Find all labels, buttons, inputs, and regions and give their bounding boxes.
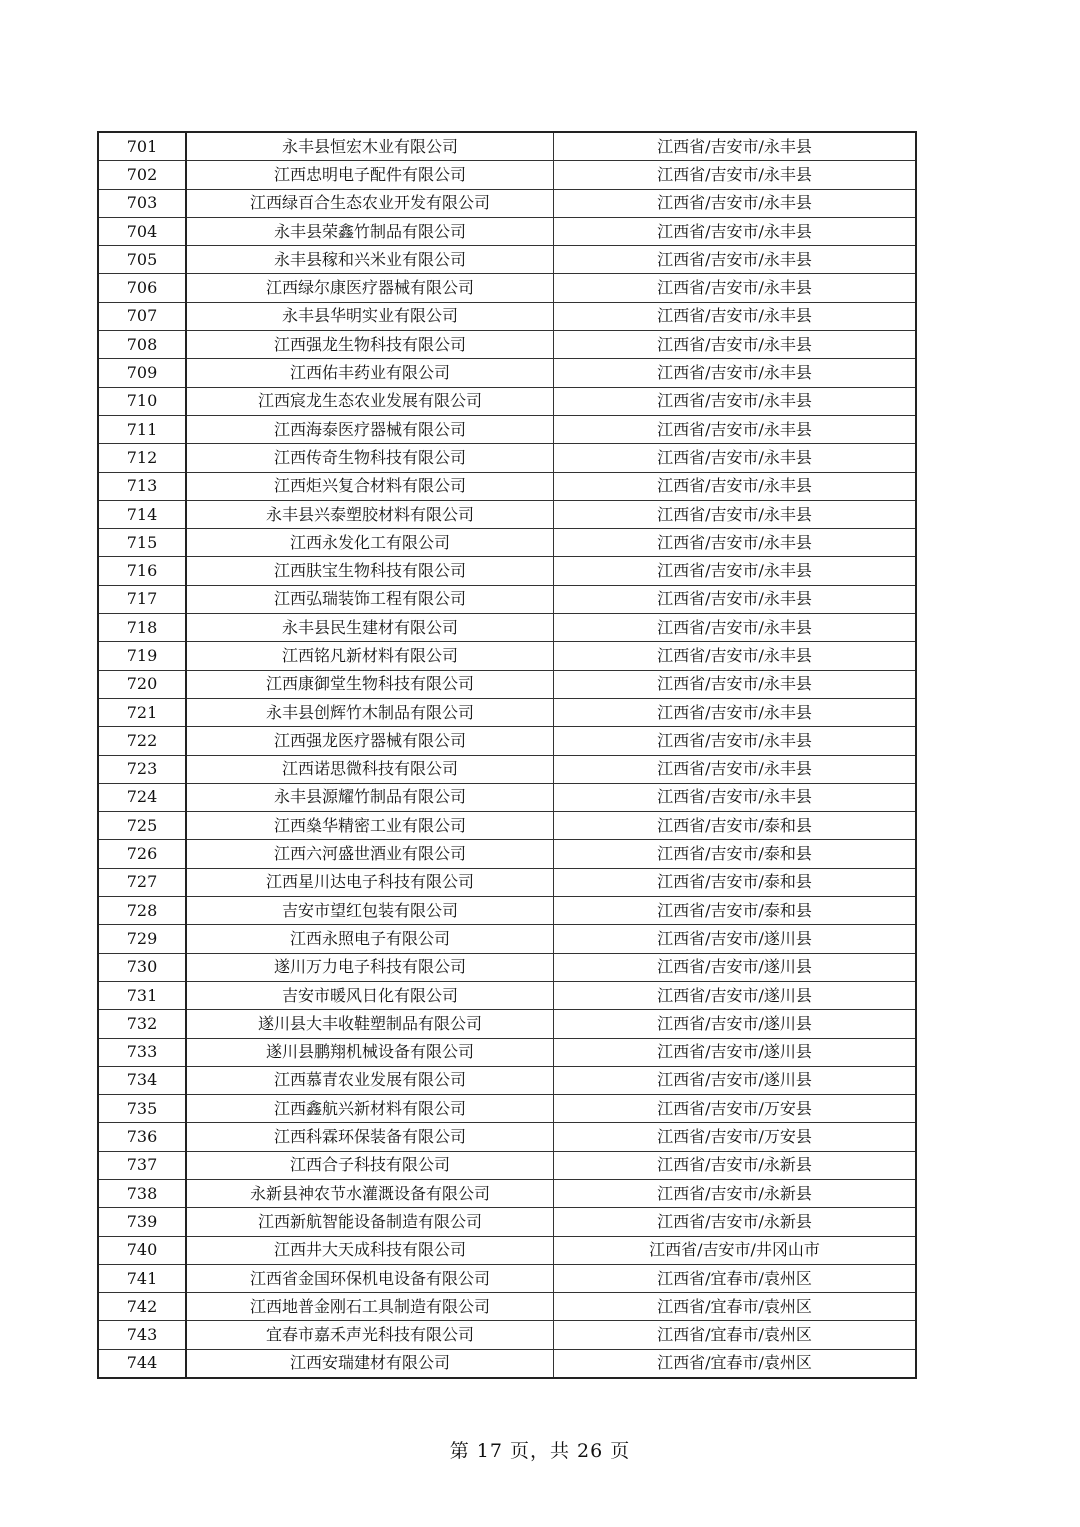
row-number-cell: 726 xyxy=(98,840,186,868)
company-name-cell: 江西强龙医疗器械有限公司 xyxy=(186,727,554,755)
table-row xyxy=(98,472,916,500)
table-row xyxy=(98,189,916,217)
row-number-cell: 730 xyxy=(98,953,186,981)
company-name-cell: 江西绿尔康医疗器械有限公司 xyxy=(186,274,554,302)
region-cell: 江西省/吉安市/永丰县 xyxy=(554,132,917,161)
company-name-cell: 江西炬兴复合材料有限公司 xyxy=(186,472,554,500)
region-cell: 江西省/吉安市/永丰县 xyxy=(554,783,917,811)
company-name-cell: 永丰县兴泰塑胶材料有限公司 xyxy=(186,500,554,528)
region-cell: 江西省/吉安市/永丰县 xyxy=(554,614,917,642)
company-name-cell: 永丰县荣鑫竹制品有限公司 xyxy=(186,217,554,245)
region-cell: 江西省/吉安市/遂川县 xyxy=(554,1038,917,1066)
table-row xyxy=(98,1349,916,1378)
table-row xyxy=(98,897,916,925)
table-row xyxy=(98,642,916,670)
company-name-cell: 吉安市暖风日化有限公司 xyxy=(186,981,554,1009)
table-row xyxy=(98,868,916,896)
company-name-cell: 江西铭凡新材料有限公司 xyxy=(186,642,554,670)
table-row xyxy=(98,1236,916,1264)
company-list-table xyxy=(97,131,917,1379)
company-name-cell: 江西肤宝生物科技有限公司 xyxy=(186,557,554,585)
company-name-cell: 宜春市嘉禾声光科技有限公司 xyxy=(186,1321,554,1349)
table-row xyxy=(98,755,916,783)
region-cell: 江西省/宜春市/袁州区 xyxy=(554,1293,917,1321)
table-row xyxy=(98,132,916,161)
table-row xyxy=(98,500,916,528)
region-cell: 江西省/吉安市/永丰县 xyxy=(554,529,917,557)
row-number-cell: 722 xyxy=(98,727,186,755)
table-row xyxy=(98,727,916,755)
company-name-cell: 永丰县稼和兴米业有限公司 xyxy=(186,246,554,274)
table-row xyxy=(98,557,916,585)
company-name-cell: 江西地普金刚石工具制造有限公司 xyxy=(186,1293,554,1321)
row-number-cell: 712 xyxy=(98,444,186,472)
region-cell: 江西省/吉安市/永丰县 xyxy=(554,274,917,302)
row-number-cell: 740 xyxy=(98,1236,186,1264)
table-row xyxy=(98,1151,916,1179)
table-row xyxy=(98,161,916,189)
table-body xyxy=(98,132,916,1378)
table-row xyxy=(98,1095,916,1123)
region-cell: 江西省/吉安市/遂川县 xyxy=(554,1066,917,1094)
company-name-cell: 江西绿百合生态农业开发有限公司 xyxy=(186,189,554,217)
company-name-cell: 江西省金国环保机电设备有限公司 xyxy=(186,1264,554,1292)
row-number-cell: 729 xyxy=(98,925,186,953)
company-name-cell: 江西星川达电子科技有限公司 xyxy=(186,868,554,896)
company-name-cell: 江西慕青农业发展有限公司 xyxy=(186,1066,554,1094)
table-row xyxy=(98,302,916,330)
row-number-cell: 744 xyxy=(98,1349,186,1378)
table-row xyxy=(98,670,916,698)
region-cell: 江西省/宜春市/袁州区 xyxy=(554,1321,917,1349)
table-row xyxy=(98,529,916,557)
region-cell: 江西省/吉安市/永丰县 xyxy=(554,642,917,670)
table-row xyxy=(98,1010,916,1038)
row-number-cell: 733 xyxy=(98,1038,186,1066)
row-number-cell: 737 xyxy=(98,1151,186,1179)
row-number-cell: 715 xyxy=(98,529,186,557)
row-number-cell: 736 xyxy=(98,1123,186,1151)
company-name-cell: 永丰县华明实业有限公司 xyxy=(186,302,554,330)
company-name-cell: 永丰县源耀竹制品有限公司 xyxy=(186,783,554,811)
table-row xyxy=(98,444,916,472)
row-number-cell: 739 xyxy=(98,1208,186,1236)
row-number-cell: 718 xyxy=(98,614,186,642)
table-row xyxy=(98,783,916,811)
row-number-cell: 734 xyxy=(98,1066,186,1094)
region-cell: 江西省/吉安市/泰和县 xyxy=(554,868,917,896)
company-name-cell: 江西鑫航兴新材料有限公司 xyxy=(186,1095,554,1123)
region-cell: 江西省/吉安市/永丰县 xyxy=(554,670,917,698)
company-name-cell: 江西康御堂生物科技有限公司 xyxy=(186,670,554,698)
region-cell: 江西省/吉安市/遂川县 xyxy=(554,1010,917,1038)
row-number-cell: 703 xyxy=(98,189,186,217)
region-cell: 江西省/吉安市/泰和县 xyxy=(554,812,917,840)
region-cell: 江西省/吉安市/永丰县 xyxy=(554,500,917,528)
company-name-cell: 江西弘瑞装饰工程有限公司 xyxy=(186,585,554,613)
region-cell: 江西省/吉安市/永丰县 xyxy=(554,472,917,500)
table-row xyxy=(98,614,916,642)
region-cell: 江西省/吉安市/泰和县 xyxy=(554,897,917,925)
table-row xyxy=(98,1293,916,1321)
page-number-footer: 第 17 页，共 26 页 xyxy=(449,1440,631,1462)
region-cell: 江西省/吉安市/永丰县 xyxy=(554,727,917,755)
table-row xyxy=(98,925,916,953)
company-name-cell: 江西永照电子有限公司 xyxy=(186,925,554,953)
table-row xyxy=(98,953,916,981)
company-name-cell: 遂川县大丰收鞋塑制品有限公司 xyxy=(186,1010,554,1038)
table-row xyxy=(98,1321,916,1349)
row-number-cell: 732 xyxy=(98,1010,186,1038)
region-cell: 江西省/吉安市/永新县 xyxy=(554,1208,917,1236)
company-name-cell: 遂川万力电子科技有限公司 xyxy=(186,953,554,981)
row-number-cell: 719 xyxy=(98,642,186,670)
table-row xyxy=(98,1123,916,1151)
region-cell: 江西省/吉安市/遂川县 xyxy=(554,925,917,953)
region-cell: 江西省/吉安市/万安县 xyxy=(554,1123,917,1151)
row-number-cell: 731 xyxy=(98,981,186,1009)
company-name-cell: 江西忠明电子配件有限公司 xyxy=(186,161,554,189)
row-number-cell: 704 xyxy=(98,217,186,245)
row-number-cell: 711 xyxy=(98,415,186,443)
region-cell: 江西省/吉安市/万安县 xyxy=(554,1095,917,1123)
row-number-cell: 716 xyxy=(98,557,186,585)
table-row xyxy=(98,359,916,387)
region-cell: 江西省/吉安市/井冈山市 xyxy=(554,1236,917,1264)
row-number-cell: 723 xyxy=(98,755,186,783)
row-number-cell: 720 xyxy=(98,670,186,698)
company-name-cell: 江西永发化工有限公司 xyxy=(186,529,554,557)
company-name-cell: 遂川县鹏翔机械设备有限公司 xyxy=(186,1038,554,1066)
company-name-cell: 永新县神农节水灌溉设备有限公司 xyxy=(186,1179,554,1207)
row-number-cell: 725 xyxy=(98,812,186,840)
table-row xyxy=(98,698,916,726)
region-cell: 江西省/吉安市/永丰县 xyxy=(554,161,917,189)
region-cell: 江西省/吉安市/永丰县 xyxy=(554,755,917,783)
table-row xyxy=(98,981,916,1009)
region-cell: 江西省/吉安市/永新县 xyxy=(554,1151,917,1179)
company-name-cell: 江西宸龙生态农业发展有限公司 xyxy=(186,387,554,415)
region-cell: 江西省/吉安市/永丰县 xyxy=(554,359,917,387)
region-cell: 江西省/宜春市/袁州区 xyxy=(554,1349,917,1378)
row-number-cell: 717 xyxy=(98,585,186,613)
region-cell: 江西省/吉安市/遂川县 xyxy=(554,953,917,981)
row-number-cell: 709 xyxy=(98,359,186,387)
row-number-cell: 743 xyxy=(98,1321,186,1349)
region-cell: 江西省/吉安市/永丰县 xyxy=(554,331,917,359)
region-cell: 江西省/吉安市/永丰县 xyxy=(554,415,917,443)
row-number-cell: 727 xyxy=(98,868,186,896)
row-number-cell: 738 xyxy=(98,1179,186,1207)
table-row xyxy=(98,415,916,443)
row-number-cell: 701 xyxy=(98,132,186,161)
region-cell: 江西省/吉安市/永丰县 xyxy=(554,302,917,330)
table-row xyxy=(98,840,916,868)
table-row xyxy=(98,1208,916,1236)
region-cell: 江西省/吉安市/永丰县 xyxy=(554,189,917,217)
table-row xyxy=(98,1179,916,1207)
company-name-cell: 吉安市望红包装有限公司 xyxy=(186,897,554,925)
row-number-cell: 707 xyxy=(98,302,186,330)
company-name-cell: 江西井大天成科技有限公司 xyxy=(186,1236,554,1264)
table-row xyxy=(98,1264,916,1292)
table-row xyxy=(98,1038,916,1066)
region-cell: 江西省/吉安市/永丰县 xyxy=(554,246,917,274)
company-name-cell: 江西六河盛世酒业有限公司 xyxy=(186,840,554,868)
company-name-cell: 永丰县创辉竹木制品有限公司 xyxy=(186,698,554,726)
row-number-cell: 706 xyxy=(98,274,186,302)
table-row xyxy=(98,812,916,840)
company-name-cell: 江西佑丰药业有限公司 xyxy=(186,359,554,387)
table-row xyxy=(98,585,916,613)
row-number-cell: 721 xyxy=(98,698,186,726)
table-row xyxy=(98,331,916,359)
row-number-cell: 705 xyxy=(98,246,186,274)
table-row xyxy=(98,1066,916,1094)
company-name-cell: 江西传奇生物科技有限公司 xyxy=(186,444,554,472)
row-number-cell: 741 xyxy=(98,1264,186,1292)
region-cell: 江西省/吉安市/遂川县 xyxy=(554,981,917,1009)
company-name-cell: 江西诺思微科技有限公司 xyxy=(186,755,554,783)
company-name-cell: 江西科霖环保装备有限公司 xyxy=(186,1123,554,1151)
company-name-cell: 永丰县恒宏木业有限公司 xyxy=(186,132,554,161)
table-row xyxy=(98,274,916,302)
company-name-cell: 江西海泰医疗器械有限公司 xyxy=(186,415,554,443)
row-number-cell: 714 xyxy=(98,500,186,528)
region-cell: 江西省/宜春市/袁州区 xyxy=(554,1264,917,1292)
table-row xyxy=(98,246,916,274)
table-row xyxy=(98,387,916,415)
region-cell: 江西省/吉安市/永丰县 xyxy=(554,585,917,613)
company-name-cell: 江西强龙生物科技有限公司 xyxy=(186,331,554,359)
row-number-cell: 742 xyxy=(98,1293,186,1321)
row-number-cell: 702 xyxy=(98,161,186,189)
row-number-cell: 728 xyxy=(98,897,186,925)
company-name-cell: 江西燊华精密工业有限公司 xyxy=(186,812,554,840)
row-number-cell: 713 xyxy=(98,472,186,500)
company-name-cell: 江西新航智能设备制造有限公司 xyxy=(186,1208,554,1236)
region-cell: 江西省/吉安市/永丰县 xyxy=(554,444,917,472)
row-number-cell: 724 xyxy=(98,783,186,811)
row-number-cell: 708 xyxy=(98,331,186,359)
region-cell: 江西省/吉安市/永丰县 xyxy=(554,387,917,415)
region-cell: 江西省/吉安市/永新县 xyxy=(554,1179,917,1207)
company-name-cell: 永丰县民生建材有限公司 xyxy=(186,614,554,642)
region-cell: 江西省/吉安市/永丰县 xyxy=(554,698,917,726)
row-number-cell: 735 xyxy=(98,1095,186,1123)
company-name-cell: 江西合子科技有限公司 xyxy=(186,1151,554,1179)
region-cell: 江西省/吉安市/泰和县 xyxy=(554,840,917,868)
table-row xyxy=(98,217,916,245)
region-cell: 江西省/吉安市/永丰县 xyxy=(554,557,917,585)
region-cell: 江西省/吉安市/永丰县 xyxy=(554,217,917,245)
company-name-cell: 江西安瑞建材有限公司 xyxy=(186,1349,554,1378)
row-number-cell: 710 xyxy=(98,387,186,415)
